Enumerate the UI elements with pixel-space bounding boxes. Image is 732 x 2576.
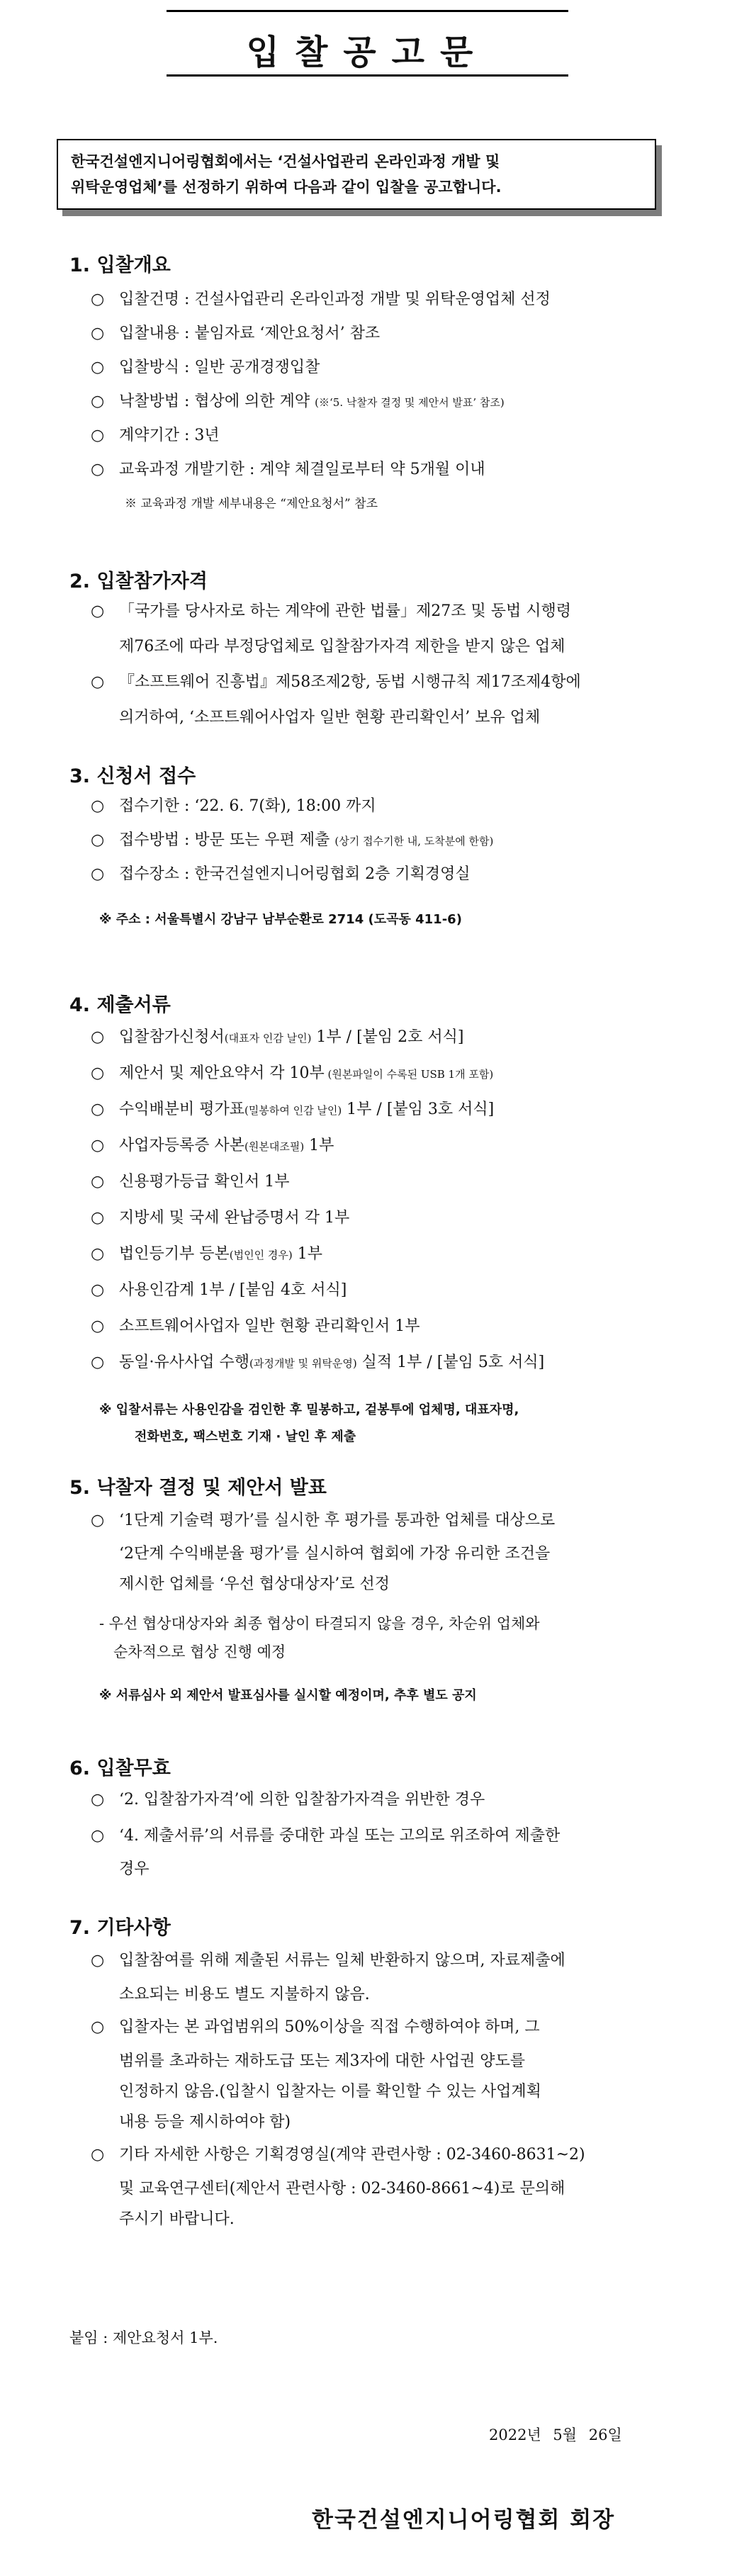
section-heading: 3. 신청서 접수 xyxy=(69,765,196,787)
list-item-continued: 제76조에 따라 부정당업체로 입찰참가자격 제한을 받지 않은 업체 xyxy=(119,638,565,656)
list-item-continued: 의거하여, ‘소프트웨어사업자 일반 현황 관리확인서’ 보유 업체 xyxy=(119,709,541,726)
list-item: ○ 지방세 및 국세 완납증명서 각 1부 xyxy=(91,1209,350,1227)
list-item-continued: 주시기 바랍니다. xyxy=(119,2210,235,2228)
note-continued: 전화번호, 팩스번호 기재 · 날인 후 제출 xyxy=(135,1429,356,1444)
list-item: ○ 『소프트웨어 진흥법』제58조제2항, 동법 시행규칙 제17조제4항에 xyxy=(91,673,581,691)
list-item: ○ 입찰건명 : 건설사업관리 온라인과정 개발 및 위탁운영업체 선정 xyxy=(91,291,551,308)
list-item-continued: 및 교육연구센터(제안서 관련사항 : 02-3460-8661~4)로 문의해 xyxy=(119,2180,565,2198)
section-heading: 1. 입찰개요 xyxy=(69,254,171,276)
list-item: ○ 제안서 및 제안요약서 각 10부 (원본파일이 수록된 USB 1개 포함) xyxy=(91,1064,494,1082)
section-heading: 4. 제출서류 xyxy=(69,994,171,1016)
list-item: ○ ‘1단계 기술력 평가’를 실시한 후 평가를 통과한 업체를 대상으로 xyxy=(91,1512,556,1529)
list-item-continued: 인정하지 않음.(입찰시 입찰자는 이를 확인할 수 있는 사업계획 xyxy=(119,2083,541,2100)
intro-line: 위탁운영업체’를 선정하기 위하여 다음과 같이 입찰을 공고합니다. xyxy=(71,179,502,196)
list-item: ○ 입찰방식 : 일반 공개경쟁입찰 xyxy=(91,359,320,376)
list-item: ○ ‘4. 제출서류’의 서류를 중대한 과실 또는 고의로 위조하여 제출한 xyxy=(91,1827,561,1845)
section-heading: 6. 입찰무효 xyxy=(69,1757,171,1779)
list-item: ○ 계약기간 : 3년 xyxy=(91,427,220,444)
list-item-continued: 내용 등을 제시하여야 함) xyxy=(119,2113,291,2131)
list-item: ○ 「국가를 당사자로 하는 계약에 관한 법률」제27조 및 동법 시행령 xyxy=(91,602,571,620)
list-item: ○ 입찰자는 본 과업범위의 50%이상을 직접 수행하여야 하며, 그 xyxy=(91,2018,540,2036)
list-item-continued: 범위를 초과하는 재하도급 또는 제3자에 대한 사업권 양도를 xyxy=(119,2052,525,2070)
title-box xyxy=(167,10,568,77)
section-heading: 7. 기타사항 xyxy=(69,1917,171,1939)
intro-box xyxy=(57,139,656,210)
list-item: ○ 사업자등록증 사본(원본대조필) 1부 xyxy=(91,1137,334,1154)
note: ※ 입찰서류는 사용인감을 검인한 후 밀봉하고, 겉봉투에 업체명, 대표자명, xyxy=(99,1402,519,1417)
list-item-continued: ‘2단계 수익배분율 평가’를 실시하여 협회에 가장 유리한 조건을 xyxy=(119,1545,551,1563)
list-item: ○ 교육과정 개발기한 : 계약 체결일로부터 약 5개월 이내 xyxy=(91,461,485,478)
attachment-note: 붙임 : 제안요청서 1부. xyxy=(69,2329,218,2346)
list-item: ○ 법인등기부 등본(법인인 경우) 1부 xyxy=(91,1245,322,1263)
list-item: ○ 낙찰방법 : 협상에 의한 계약 (※‘5. 낙찰자 결정 및 제안서 발표’ 참조) xyxy=(91,393,505,410)
list-item: ○ 동일·유사사업 수행(과정개발 및 위탁운영) 실적 1부 / [붙임 5호 서식] xyxy=(91,1354,545,1371)
list-item: ○ 접수장소 : 한국건설엔지니어링협회 2층 기획경영실 xyxy=(91,865,471,883)
intro-line: 한국건설엔지니어링협회에서는 ‘건설사업관리 온라인과정 개발 및 xyxy=(71,153,500,170)
list-item: ○ ‘2. 입찰참가자격’에 의한 입찰참가자격을 위반한 경우 xyxy=(91,1791,485,1809)
list-item: ○ 입찰참가신청서(대표자 인감 날인) 1부 / [붙임 2호 서식] xyxy=(91,1028,464,1046)
page-title: 입찰공고문 xyxy=(246,33,489,72)
note: ※ 서류심사 외 제안서 발표심사를 실시할 예정이며, 추후 별도 공지 xyxy=(99,1688,477,1703)
dash-item: - 우선 협상대상자와 최종 협상이 타결되지 않을 경우, 차순위 업체와 xyxy=(99,1615,540,1632)
dash-item-continued: 순차적으로 협상 진행 예정 xyxy=(113,1643,286,1660)
section-heading: 5. 낙찰자 결정 및 제안서 발표 xyxy=(69,1477,327,1499)
signature: 한국건설엔지니어링협회 회장 xyxy=(312,2507,616,2533)
list-item: ○ 입찰참여를 위해 제출된 서류는 일체 반환하지 않으며, 자료제출에 xyxy=(91,1952,565,1969)
note: ※ 교육과정 개발 세부내용은 “제안요청서” 참조 xyxy=(125,497,378,511)
list-item: ○ 기타 자세한 사항은 기획경영실(계약 관련사항 : 02-3460-8631~2) xyxy=(91,2146,585,2164)
list-item-continued: 제시한 업체를 ‘우선 협상대상자’로 선정 xyxy=(119,1575,390,1593)
address-note: ※ 주소 : 서울특별시 강남구 남부순환로 2714 (도곡동 411-6) xyxy=(99,912,462,927)
list-item: ○ 수익배분비 평가표(밀봉하여 인감 날인) 1부 / [붙임 3호 서식] xyxy=(91,1101,495,1118)
list-item: ○ 소프트웨어사업자 일반 현황 관리확인서 1부 xyxy=(91,1317,420,1335)
section-heading: 2. 입찰참가자격 xyxy=(69,570,208,592)
list-item-continued: 경우 xyxy=(119,1860,150,1878)
list-item: ○ 신용평가등급 확인서 1부 xyxy=(91,1173,290,1191)
document-date: 2022년 5월 26일 xyxy=(489,2426,622,2443)
list-item: ○ 사용인감계 1부 / [붙임 4호 서식] xyxy=(91,1281,347,1299)
list-item: ○ 접수방법 : 방문 또는 우편 제출 (상기 접수기한 내, 도착분에 한함) xyxy=(91,831,494,849)
list-item: ○ 입찰내용 : 붙임자료 ‘제안요청서’ 참조 xyxy=(91,325,381,342)
list-item-continued: 소요되는 비용도 별도 지불하지 않음. xyxy=(119,1986,370,2003)
list-item: ○ 접수기한 : ‘22. 6. 7(화), 18:00 까지 xyxy=(91,797,376,815)
